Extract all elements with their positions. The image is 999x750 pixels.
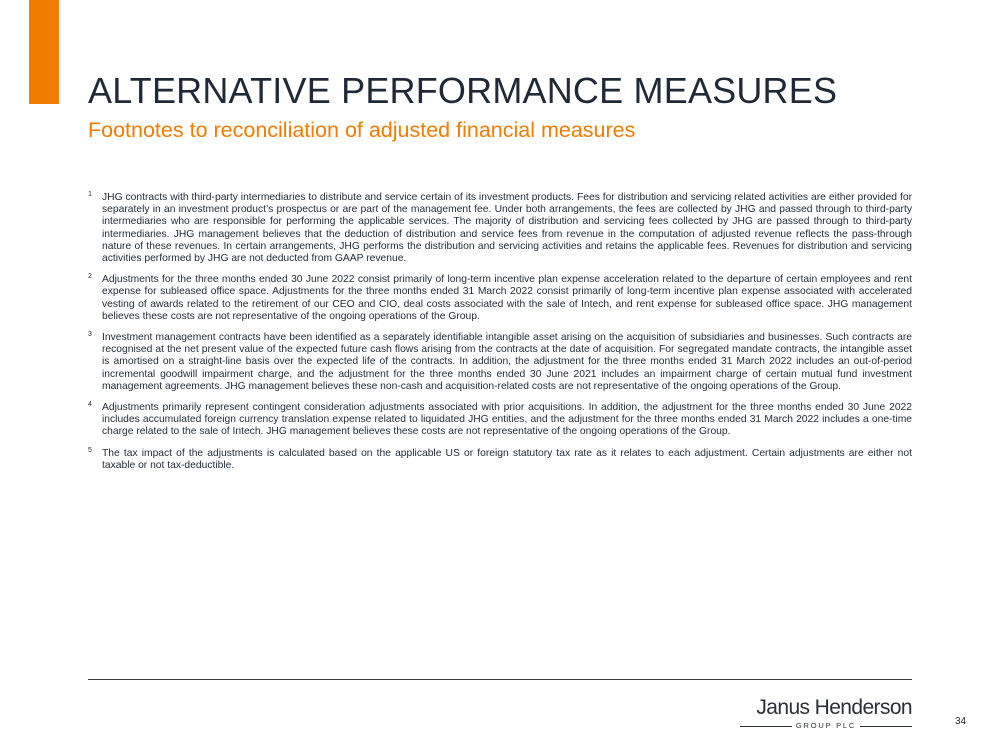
logo-wordmark: Janus Henderson xyxy=(756,696,912,719)
footnote-text: Investment management contracts have been identified as a separately identifiable intangible asset arising on the acquisition of subsidiaries and businesses. Such contracts are recognised at the net present value of the expected future cash flows arising from the contracts at the date of acquisition. For segregated mandate contracts, the intangible asset is amortised on a straight-line basis over the expected life of the contracts. In addition, the adjustment for the three months ended 31 March 2022 includes an out-of-period incremental goodwill impairment charge, and the adjustment for the three months ended 30 June 2021 includes an impairment charge of certain mutual fund investment management agreements. JHG management believes these non-cash and acquisition-related costs are not representative of the ongoing operations of the Group. xyxy=(102,332,912,392)
janus-henderson-logo xyxy=(740,697,912,733)
footer-divider xyxy=(88,679,912,680)
footnote-text: Adjustments primarily represent contingent consideration adjustments associated with prior acquisitions. In addition, the adjustment for the three months ended 30 June 2022 includes accumulated foreign currency translation expense related to liquidated JHG entities, and the adjustment for the three months ended 31 March 2022 includes a one-time charge related to the sale of Intech. JHG management believes these costs are not representative of the ongoing operations of the Group. xyxy=(102,402,912,438)
footnote-3 xyxy=(88,332,912,393)
footnote-marker: 4 xyxy=(88,401,92,409)
page-number: 34 xyxy=(955,716,967,727)
footnote-text: JHG contracts with third-party intermediaries to distribute and service certain of its investment products. Fees for distribution and servicing related activities are either provided for separately in an investment product’s prospectus or are part of the management fee. Under both arrangements, the fees are collected by JHG and passed through to third-party intermediaries who are responsible for performing the applicable services. The majority of distribution and servicing fees collected by JHG are passed through to third-party intermediaries. JHG management believes that the deduction of distribution and service fees from revenue in the computation of adjusted revenue reflects the pass-through nature of these revenues. In certain arrangements, JHG performs the distribution and servicing activities and retains the applicable fees. Revenues for distribution and servicing activities performed by JHG are not deducted from GAAP revenue. xyxy=(102,192,912,265)
footnote-5 xyxy=(88,448,912,472)
footnote-marker: 1 xyxy=(88,191,92,198)
footnote-marker: 3 xyxy=(88,331,92,339)
footnote-1 xyxy=(88,192,912,265)
logo-subline xyxy=(740,721,912,731)
footnote-text: Adjustments for the three months ended 30 June 2022 consist primarily of long-term incentive plan expense acceleration related to the departure of certain employees and rent expense for subleased office space. Adjustments for the three months ended 31 March 2022 consist primarily of long-term incentive plan expense associated with accelerated vesting of awards related to the retirement of our CEO and CIO, deal costs associated with the sale of Intech, and rent expense for subleased office space. JHG management believes these costs are not representative of the ongoing operations of the Group. xyxy=(102,274,912,322)
footnote-4 xyxy=(88,402,912,439)
footnotes-list xyxy=(88,192,912,481)
page-subtitle: Footnotes to reconciliation of adjusted financial measures xyxy=(88,118,636,142)
footnote-text: The tax impact of the adjustments is calculated based on the applicable US or foreign statutory tax rate as it relates to each adjustment. Certain adjustments are either not taxable or not tax-deductible. xyxy=(102,447,912,471)
footnote-marker: 5 xyxy=(88,446,92,454)
footnote-marker: 2 xyxy=(88,273,92,281)
footnote-2 xyxy=(88,274,912,323)
logo-rule-left xyxy=(740,726,792,727)
logo-rule-right xyxy=(860,726,912,727)
page-title: ALTERNATIVE PERFORMANCE MEASURES xyxy=(88,70,838,111)
accent-bar xyxy=(29,0,59,104)
logo-subtext: GROUP PLC xyxy=(795,721,857,730)
